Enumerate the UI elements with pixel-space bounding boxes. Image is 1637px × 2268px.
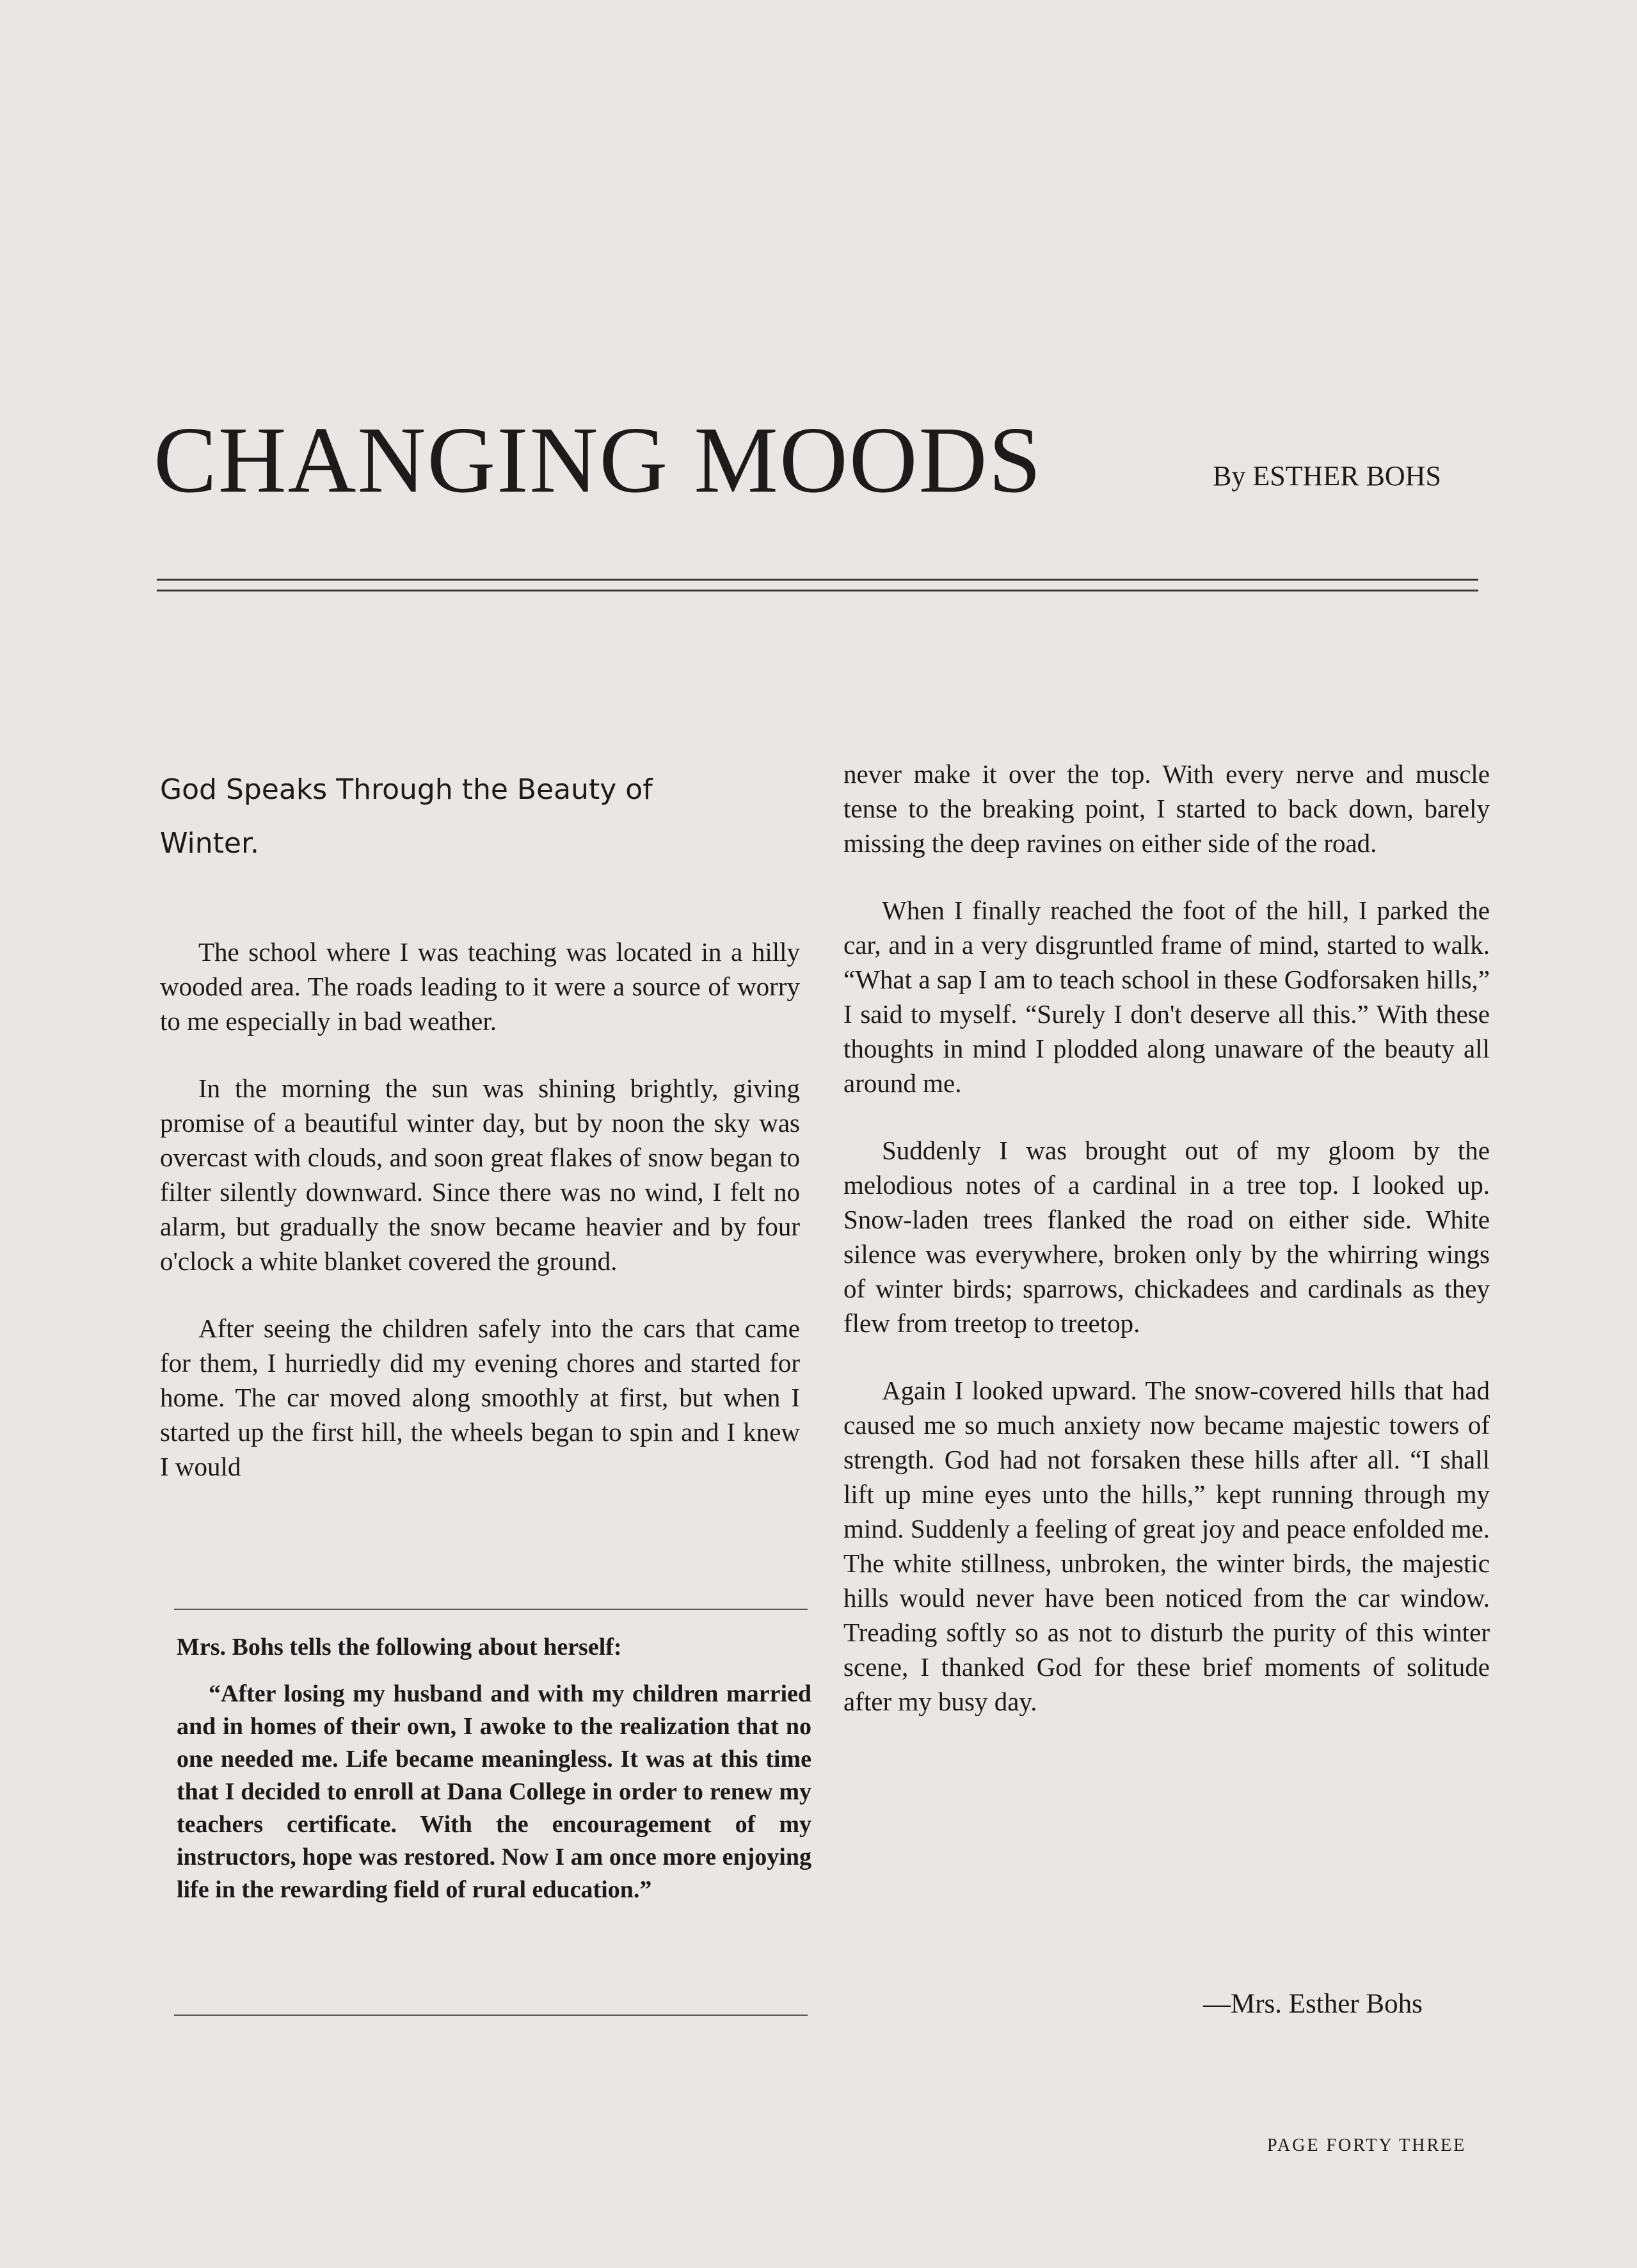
bio-box-bottom-rule	[174, 2015, 808, 2016]
paragraph: When I finally reached the foot of the hill, I parked the car, and in a very disgruntled frame of mind, started to walk. “What a sap I am to teach school in these Godforsaken hills,” I said to myself. “Surely I don't deserve all this.” With these thoughts in mind I plodded along unaware of the beauty all around me.	[843, 896, 1490, 1098]
title-divider	[157, 579, 1478, 591]
right-column	[843, 757, 1490, 1751]
left-column	[160, 935, 800, 1516]
bio-box-top-rule	[174, 1609, 808, 1610]
author-bio-box	[177, 1631, 811, 1906]
paragraph: Again I looked upward. The snow-covered hills that had caused me so much anxiety now became majestic towers of strength. God had not forsaken these hills after all. “I shall lift up mine eyes unto the hills,” kept running through my mind. Suddenly a feeling of great joy and peace enfolded me. The white stillness, unbroken, the winter birds, the majestic hills would never have been noticed from the car window. Treading softly so as not to disturb the purity of this winter scene, I thanked God for these brief moments of solitude after my busy day.	[843, 1376, 1490, 1716]
bio-quote: “After losing my husband and with my children married and in homes of their own, I awoke to the realization that no one needed me. Life became meaningless. It was at this time that I decided to enroll at Dana College in order to renew my teachers certificate. With the encouragement of my instructors, hope was restored. Now I am once more enjoying life in the rewarding field of rural education.”	[177, 1680, 811, 1903]
article-byline: By ESTHER BOHS	[1213, 460, 1441, 492]
bio-intro: Mrs. Bohs tells the following about herself:	[177, 1634, 622, 1661]
article-title: CHANGING MOODS	[154, 408, 1042, 513]
paragraph: After seeing the children safely into the cars that came for them, I hurriedly did my evening chores and started for home. The car moved along smoothly at first, but when I started up the first hill, the wheels began to spin and I knew I would	[160, 1314, 800, 1481]
paragraph: In the morning the sun was shining brightly, giving promise of a beautiful winter day, but by noon the sky was overcast with clouds, and soon great flakes of snow began to filter silently downward. Since there was no wind, I felt no alarm, but gradually the snow became heavier and by four o'clock a white blanket covered the ground.	[160, 1074, 800, 1276]
paragraph: The school where I was teaching was located in a hilly wooded area. The roads leading to it were a source of worry to me especially in bad weather.	[160, 937, 800, 1036]
paragraph: never make it over the top. With every nerve and muscle tense to the breaking point, I started to back down, barely missing the deep ravines on either side of the road.	[843, 759, 1490, 858]
page-number: PAGE FORTY THREE	[1267, 2135, 1467, 2155]
paragraph: Suddenly I was brought out of my gloom by the melodious notes of a cardinal in a tree top. I looked up. Snow-laden trees flanked the road on either side. White silence was everywhere, broken only by the whirring wings of winter birds; sparrows, chickadees and cardinals as they flew from treetop to treetop.	[843, 1136, 1490, 1338]
author-signature: —Mrs. Esther Bohs	[1203, 1989, 1423, 2019]
article-subhead: God Speaks Through the Beauty of Winter.	[160, 773, 653, 860]
